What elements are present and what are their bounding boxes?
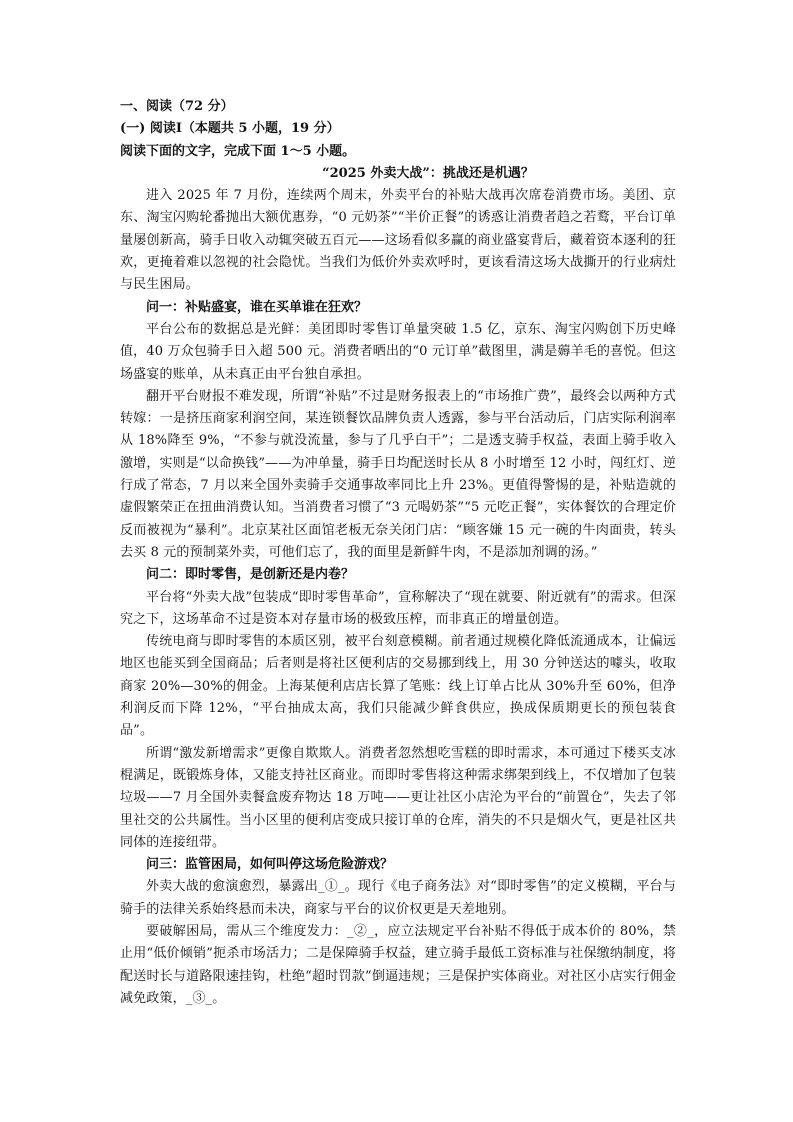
section-heading: 一、阅读（72 分）: [120, 99, 234, 114]
article-title: “2025 外卖大战”：挑战还是机遇？: [322, 165, 534, 181]
article-paragraph-4: 平台将“外卖大战”包装成“即时零售革命”，宣称解决了“现在就要、附近就有”的需求。但深究之下，这场革命不过是资本对存量市场的极致压榨，而非真正的增量创造。: [120, 589, 676, 627]
article-paragraph-2: 平台公布的数据总是光鲜：美团即时零售订单量突破 1.5 亿，京东、淘宝闪购创下历史峰值，40 万众包骑手日入超 500 元。消费者晒出的“0 元订单”截图里，满是薅羊毛的喜悦。但这场盛宴的账单，从未真正由平台独自承担。: [120, 321, 676, 382]
reading-instruction: 阅读下面的文字，完成下面 1～5 小题。: [120, 143, 356, 159]
article-paragraph-3: 翻开平台财报不难发现，所谓“补贴”不过是财务报表上的“市场推广费”，最终会以两种方式转嫁：一是挤压商家利润空间，某连锁餐饮品牌负责人透露，参与平台活动后，门店实际利润率从 18%降至 9%，“不参与就没流量，参与了几乎白干”；二是透支骑手权益，表面上骑手收入激增，实则是“以命换钱”——为冲单量，骑手日均配送时长从 8 小时增至 12 小时，闯红灯、逆行成了常态，7 月以来全国外卖骑手交通事故率同比上升 23%。更值得警惕的是，补贴造就的虚假繁荣正在扭曲消费认知。当消费者习惯了“3 元喝奶茶”“5 元吃正餐”，实体餐饮的合理定价反而被视为“暴利”。北京某社区面馆老板无奈关闭门店：“顾客嫌 15 元一碗的牛肉面贵，转头去买 8 元的预制菜外卖，可他们忘了，我的面里是新鲜牛肉，不是添加剂调的汤。”: [120, 388, 676, 560]
article-paragraph-5: 传统电商与即时零售的本质区别，被平台刻意模糊。前者通过规模化降低流通成本，让偏远地区也能买到全国商品；后者则是将社区便利店的交易挪到线上，用 30 分钟送达的噱头，收取商家 20%—30%的佣金。上海某便利店店长算了笔账：线上订单占比从 30%升至 60%，但净利润反而下降 12%，“平台抽成太高，我们只能减少鲜食供应，换成保质期更长的预包装食品”。: [120, 634, 676, 739]
question-heading-2: 问二：即时零售，是创新还是内卷？: [146, 567, 355, 583]
article-paragraph-7: 外卖大战的愈演愈烈，暴露出_①_。现行《电子商务法》对“即时零售”的定义模糊，平台与骑手的法律关系始终悬而未决，商家与平台的议价权更是天差地别。: [120, 879, 676, 917]
article-paragraph-1: 进入 2025 年 7 月份，连续两个周末，外卖平台的补贴大战再次席卷消费市场。美团、京东、淘宝闪购轮番抛出大额优惠券，“0 元奶茶”“半价正餐”的诱惑让消费者趋之若鹜，平台订单量屡创新高，骑手日收入动辄突破五百元——这场看似多赢的商业盛宴背后，藏着资本逐利的狂欢，更掩着难以忽视的社会隐忧。当我们为低价外卖欢呼时，更该看清这场大战撕开的行业病灶与民生困局。: [120, 188, 676, 293]
question-heading-3: 问三：监管困局，如何叫停这场危险游戏？: [146, 857, 394, 873]
article-paragraph-8: 要破解困局，需从三个维度发力：_②_，应立法规定平台补贴不得低于成本价的 80%，禁止用“低价倾销”扼杀市场活力；二是保障骑手权益，建立骑手最低工资标准与社保缴纳制度，将配送时长与道路限速挂钩，杜绝“超时罚款”倒逼违规；三是保护实体商业。对社区小店实行佣金减免政策，_③_。: [120, 923, 676, 1006]
article-paragraph-6: 所谓“激发新增需求”更像自欺欺人。消费者忽然想吃雪糕的即时需求，本可通过下楼买支冰棍满足，既锻炼身体，又能支持社区商业。而即时零售将这种需求绑架到线上，不仅增加了包装垃圾——7 月全国外卖餐盒废弃物达 18 万吨——更让社区小店沦为平台的“前置仓”，失去了邻里社交的公共属性。当小区里的便利店变成只接订单的仓库，消失的不只是烟火气，更是社区共同体的连接纽带。: [120, 745, 676, 850]
subsection-heading: (一) 阅读Ⅰ（本题共 5 小题，19 分）: [120, 121, 340, 137]
question-heading-1: 问一：补贴盛宴，谁在买单谁在狂欢？: [146, 299, 368, 315]
document-page: [120, 96, 676, 1010]
